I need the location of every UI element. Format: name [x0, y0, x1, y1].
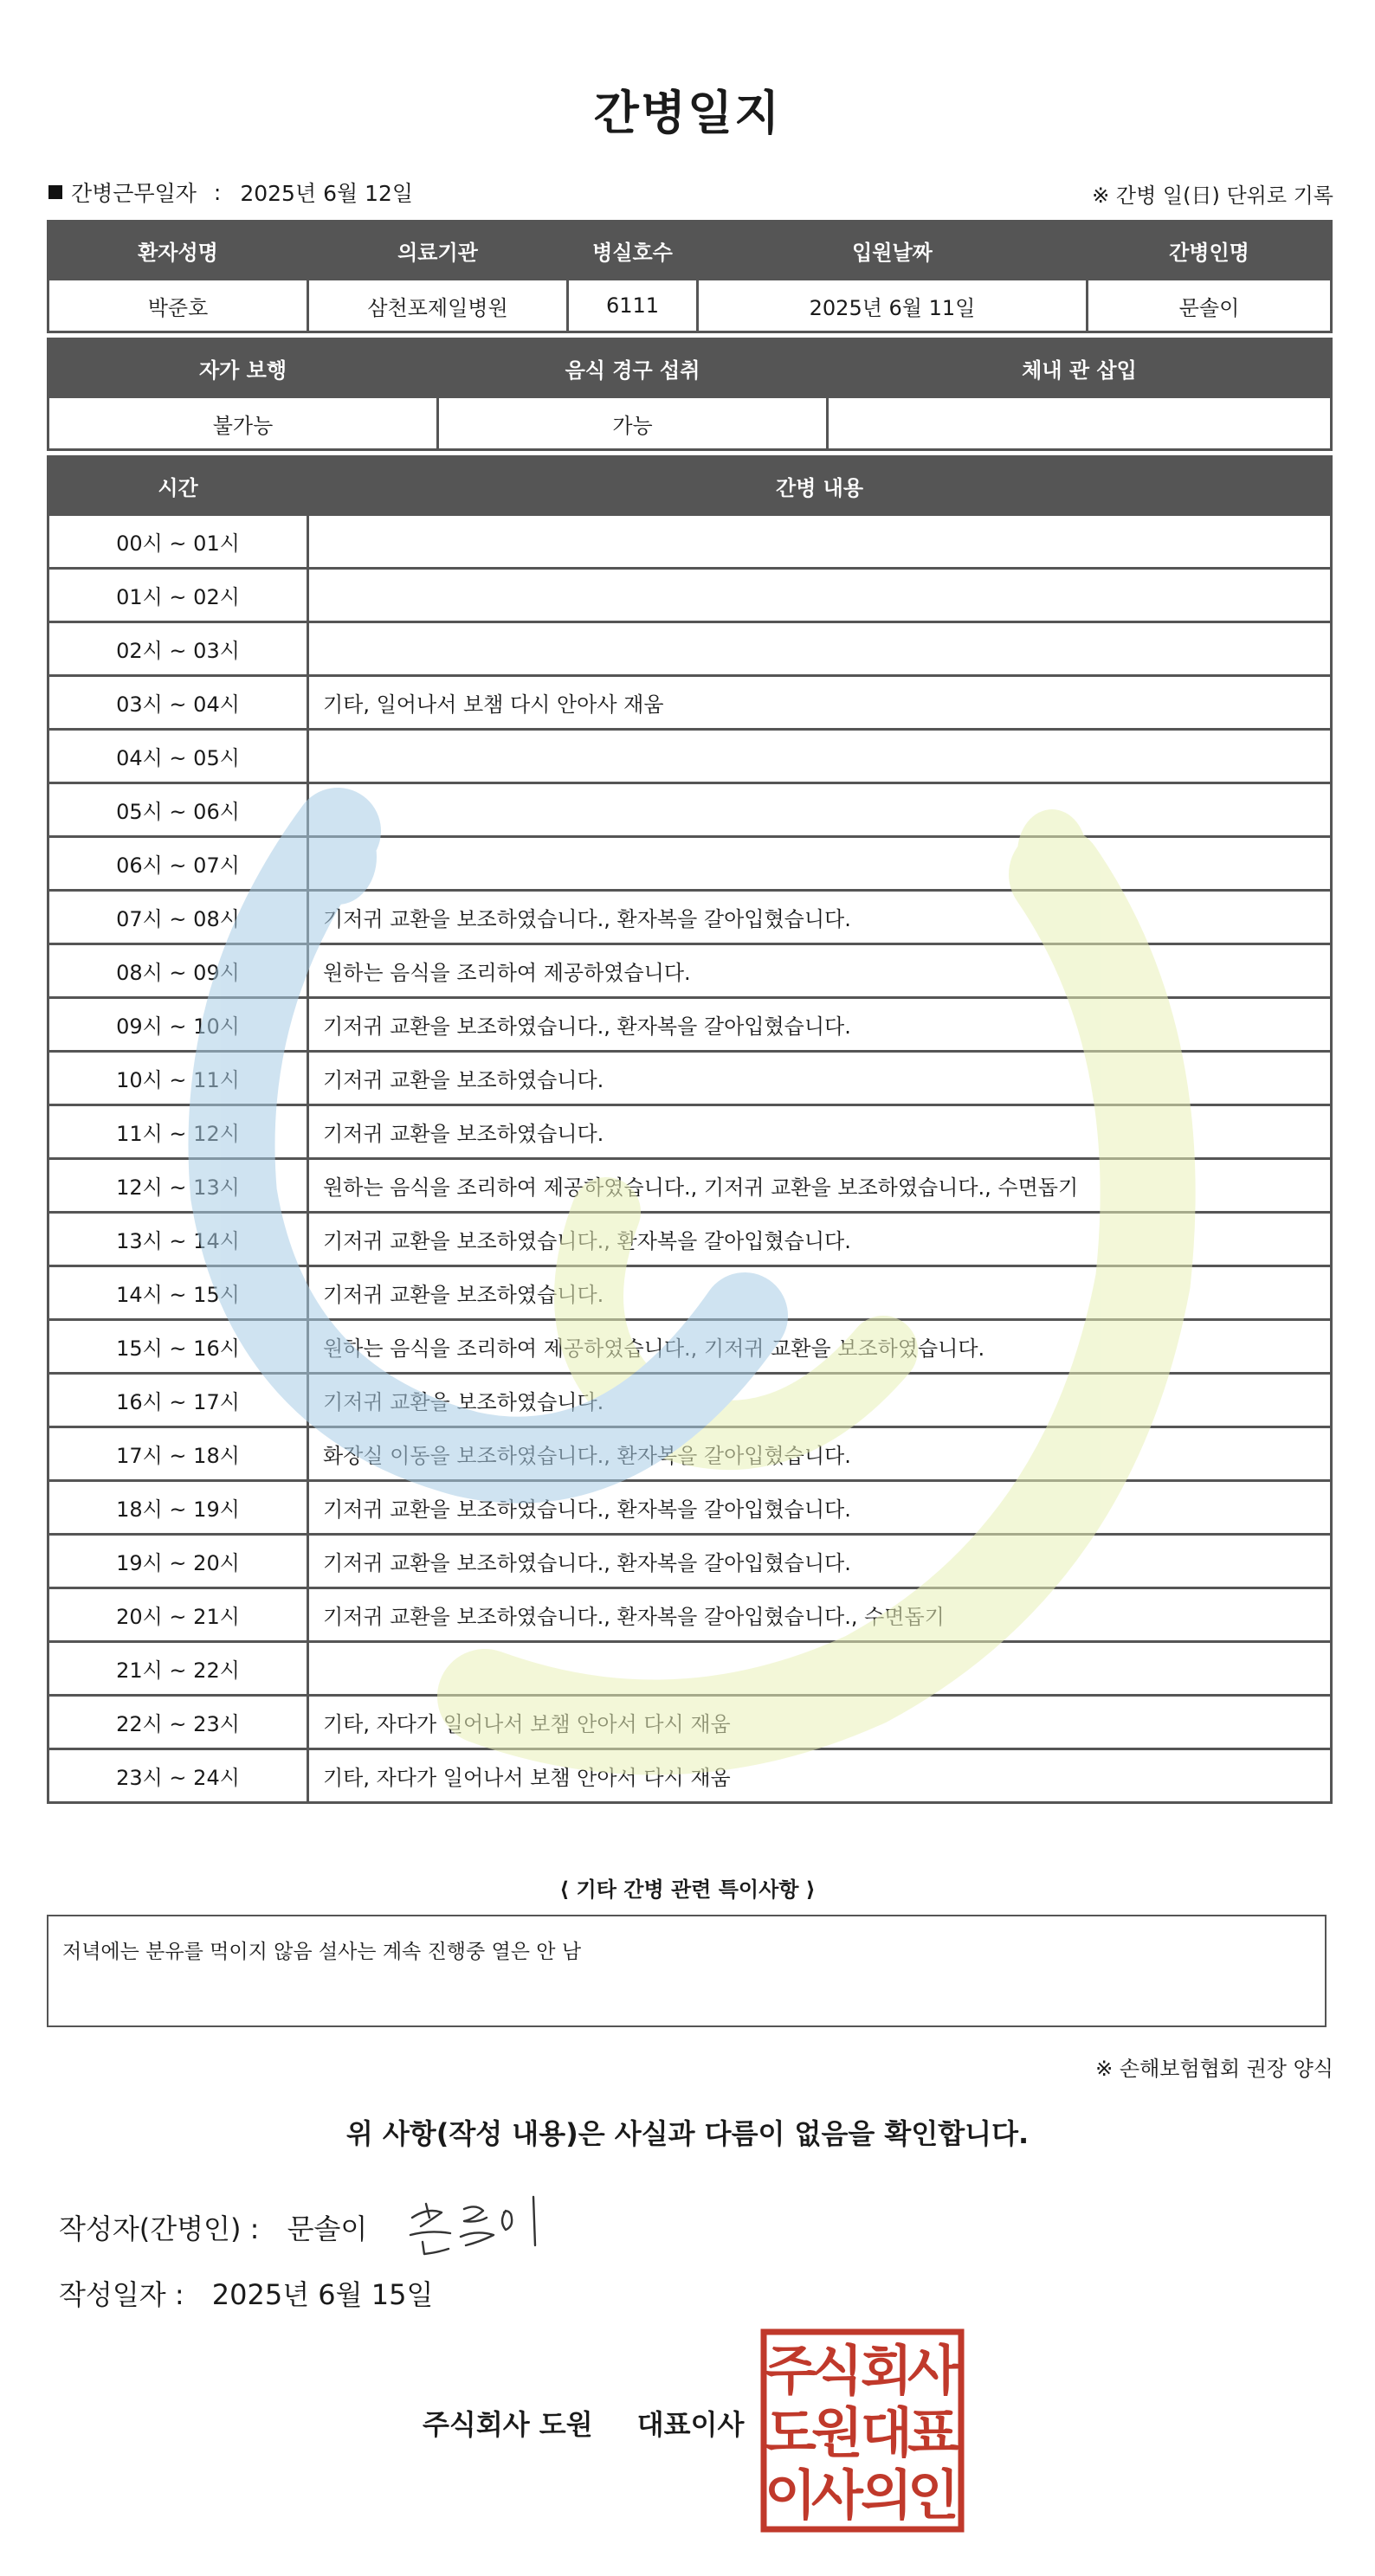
care-log-time: 00시 ~ 01시: [48, 515, 308, 569]
oral-intake-value: 가능: [438, 397, 828, 450]
written-date-label: 작성일자 :: [59, 2278, 184, 2311]
care-log-time: 03시 ~ 04시: [48, 676, 308, 730]
care-log-content: 화장실 이동을 보조하였습니다., 환자복을 갈아입혔습니다.: [308, 1427, 1332, 1481]
caregiver-name-header: 간병인명: [1088, 222, 1332, 280]
svg-text:표: 표: [907, 2401, 959, 2464]
document-title: 간병일지: [593, 86, 782, 140]
care-log-content: 기타, 자다가 일어나서 보챔 안아서 다시 재움: [308, 1749, 1332, 1803]
care-log-content: [308, 1642, 1332, 1696]
care-log-content: 원하는 음식을 조리하여 제공하였습니다.: [308, 944, 1332, 998]
care-log-time: 09시 ~ 10시: [48, 998, 308, 1052]
special-notes-title: ⟨ 기타 간병 관련 특이사항 ⟩: [559, 1877, 816, 1902]
svg-text:식: 식: [811, 2339, 863, 2402]
company-role: 대표이사: [636, 2408, 745, 2441]
room-number-value: 6111: [568, 280, 698, 332]
company-seal-stamp: [760, 2328, 965, 2533]
writer-label: 작성자(간병인) :: [59, 2212, 260, 2245]
patient-info-value-row: [48, 280, 1332, 332]
care-log-time: 07시 ~ 08시: [48, 891, 308, 944]
tube-insertion-header: 체내 관 삽입: [828, 339, 1332, 397]
status-header-row: [48, 339, 1332, 397]
care-log-time: 04시 ~ 05시: [48, 730, 308, 783]
work-date-line: [48, 177, 413, 208]
written-date-line: [59, 2273, 433, 2313]
work-date-value: 2025년 6월 12일: [240, 181, 414, 206]
care-log-row: [48, 569, 1332, 622]
special-notes-box: [47, 1915, 1327, 2027]
svg-text:주: 주: [765, 2339, 817, 2402]
care-log-content: [308, 622, 1332, 676]
care-log-row: [48, 1588, 1332, 1642]
confirmation-statement: 위 사항(작성 내용)은 사실과 다름이 없음을 확인합니다.: [345, 2117, 1030, 2150]
care-log-content: [308, 730, 1332, 783]
care-log-content: [308, 837, 1332, 891]
care-log-row: [48, 944, 1332, 998]
svg-text:대: 대: [861, 2401, 913, 2464]
care-log-content: 기저귀 교환을 보조하였습니다., 환자복을 갈아입혔습니다.: [308, 891, 1332, 944]
care-log-time: 11시 ~ 12시: [48, 1105, 308, 1159]
care-log-row: [48, 1642, 1332, 1696]
record-unit-note: ※ 간병 일(日) 단위로 기록: [1092, 184, 1333, 208]
care-log-row: [48, 1052, 1332, 1105]
svg-text:원: 원: [811, 2401, 863, 2464]
work-date-colon: :: [213, 179, 222, 205]
writer-name: 문솔이: [287, 2212, 368, 2245]
care-log-row: [48, 515, 1332, 569]
room-number-header: 병실호수: [568, 222, 698, 280]
care-log-time: 05시 ~ 06시: [48, 783, 308, 837]
company-signature-line: [423, 2403, 744, 2443]
admission-date-value: 2025년 6월 11일: [698, 280, 1088, 332]
care-log-time: 18시 ~ 19시: [48, 1481, 308, 1535]
svg-text:회: 회: [861, 2339, 913, 2402]
care-log-row: [48, 891, 1332, 944]
care-log-content: 원하는 음식을 조리하여 제공하였습니다., 기저귀 교환을 보조하였습니다.: [308, 1320, 1332, 1374]
care-log-row: [48, 837, 1332, 891]
care-log-content: 기저귀 교환을 보조하였습니다., 환자복을 갈아입혔습니다.: [308, 998, 1332, 1052]
svg-text:도: 도: [765, 2401, 817, 2464]
care-log-row: [48, 622, 1332, 676]
care-log-content: 기저귀 교환을 보조하였습니다., 환자복을 갈아입혔습니다., 수면돕기: [308, 1588, 1332, 1642]
self-walking-value: 불가능: [48, 397, 438, 450]
care-log-time: 21시 ~ 22시: [48, 1642, 308, 1696]
svg-text:의: 의: [861, 2463, 913, 2527]
care-log-content: [308, 515, 1332, 569]
admission-date-header: 입원날짜: [698, 222, 1088, 280]
care-log-row: [48, 730, 1332, 783]
special-notes-text: 저녁에는 분유를 먹이지 않음 설사는 계속 진행중 열은 안 남: [62, 1941, 582, 1963]
written-date-value: 2025년 6월 15일: [211, 2278, 434, 2311]
care-log-content: 기저귀 교환을 보조하였습니다., 환자복을 갈아입혔습니다.: [308, 1481, 1332, 1535]
care-log-row: [48, 1320, 1332, 1374]
patient-name-header: 환자성명: [48, 222, 308, 280]
care-log-content: 기저귀 교환을 보조하였습니다.: [308, 1374, 1332, 1427]
care-log-time: 15시 ~ 16시: [48, 1320, 308, 1374]
care-log-content: 기저귀 교환을 보조하였습니다., 환자복을 갈아입혔습니다.: [308, 1213, 1332, 1266]
handwritten-signature: [403, 2192, 559, 2261]
care-log-content: 원하는 음식을 조리하여 제공하였습니다., 기저귀 교환을 보조하였습니다., 수면돕기: [308, 1159, 1332, 1213]
care-log-time: 19시 ~ 20시: [48, 1535, 308, 1588]
care-log-content: 기저귀 교환을 보조하였습니다.: [308, 1105, 1332, 1159]
insurer-recommendation-note: ※ 손해보험협회 권장 양식: [1095, 2057, 1333, 2081]
patient-status-table: [47, 338, 1333, 451]
svg-text:이: 이: [765, 2463, 817, 2527]
care-log-row: [48, 1159, 1332, 1213]
writer-line: [59, 2207, 367, 2247]
care-log-row: [48, 1427, 1332, 1481]
patient-info-header-row: [48, 222, 1332, 280]
care-log-row: [48, 1213, 1332, 1266]
care-log-content: 기타, 일어나서 보챔 다시 안아사 재움: [308, 676, 1332, 730]
care-log-content: 기저귀 교환을 보조하였습니다.: [308, 1052, 1332, 1105]
care-content-header: 간병 내용: [308, 457, 1332, 515]
tube-insertion-value: [828, 397, 1332, 450]
patient-info-table: [47, 220, 1333, 333]
care-log-time: 22시 ~ 23시: [48, 1696, 308, 1749]
care-log-time: 10시 ~ 11시: [48, 1052, 308, 1105]
care-log-row: [48, 1535, 1332, 1588]
care-log-row: [48, 1105, 1332, 1159]
time-header: 시간: [48, 457, 308, 515]
care-log-time: 13시 ~ 14시: [48, 1213, 308, 1266]
svg-text:사: 사: [907, 2339, 959, 2402]
self-walking-header: 자가 보행: [48, 339, 438, 397]
hospital-header: 의료기관: [308, 222, 568, 280]
care-log-row: [48, 1374, 1332, 1427]
hospital-value: 삼천포제일병원: [308, 280, 568, 332]
patient-name-value: 박준호: [48, 280, 308, 332]
care-log-time: 06시 ~ 07시: [48, 837, 308, 891]
svg-text:인: 인: [907, 2463, 959, 2527]
bullet-square-icon: [48, 185, 62, 199]
care-log-row: [48, 1749, 1332, 1803]
caregiver-name-value: 문솔이: [1088, 280, 1332, 332]
care-log-time: 16시 ~ 17시: [48, 1374, 308, 1427]
care-log-time: 12시 ~ 13시: [48, 1159, 308, 1213]
care-log-content: 기저귀 교환을 보조하였습니다.: [308, 1266, 1332, 1320]
care-log-row: [48, 783, 1332, 837]
care-log-time: 01시 ~ 02시: [48, 569, 308, 622]
care-log-content: 기저귀 교환을 보조하였습니다., 환자복을 갈아입혔습니다.: [308, 1535, 1332, 1588]
care-log-row: [48, 998, 1332, 1052]
care-log-time: 14시 ~ 15시: [48, 1266, 308, 1320]
care-log-row: [48, 1481, 1332, 1535]
care-log-content: [308, 783, 1332, 837]
care-log-row: [48, 1266, 1332, 1320]
work-date-label: 간병근무일자: [71, 181, 197, 206]
care-log-body: [48, 515, 1332, 1803]
care-log-time: 23시 ~ 24시: [48, 1749, 308, 1803]
care-log-content: [308, 569, 1332, 622]
care-log-table: [47, 455, 1333, 1804]
care-log-row: [48, 1696, 1332, 1749]
care-log-content: 기타, 자다가 일어나서 보챔 안아서 다시 재움: [308, 1696, 1332, 1749]
oral-intake-header: 음식 경구 섭취: [438, 339, 828, 397]
care-log-time: 20시 ~ 21시: [48, 1588, 308, 1642]
care-log-time: 02시 ~ 03시: [48, 622, 308, 676]
svg-text:사: 사: [811, 2463, 863, 2527]
care-log-header-row: [48, 457, 1332, 515]
care-log-time: 17시 ~ 18시: [48, 1427, 308, 1481]
company-name: 주식회사 도원: [423, 2408, 593, 2441]
care-log-row: [48, 676, 1332, 730]
care-log-time: 08시 ~ 09시: [48, 944, 308, 998]
status-value-row: [48, 397, 1332, 450]
